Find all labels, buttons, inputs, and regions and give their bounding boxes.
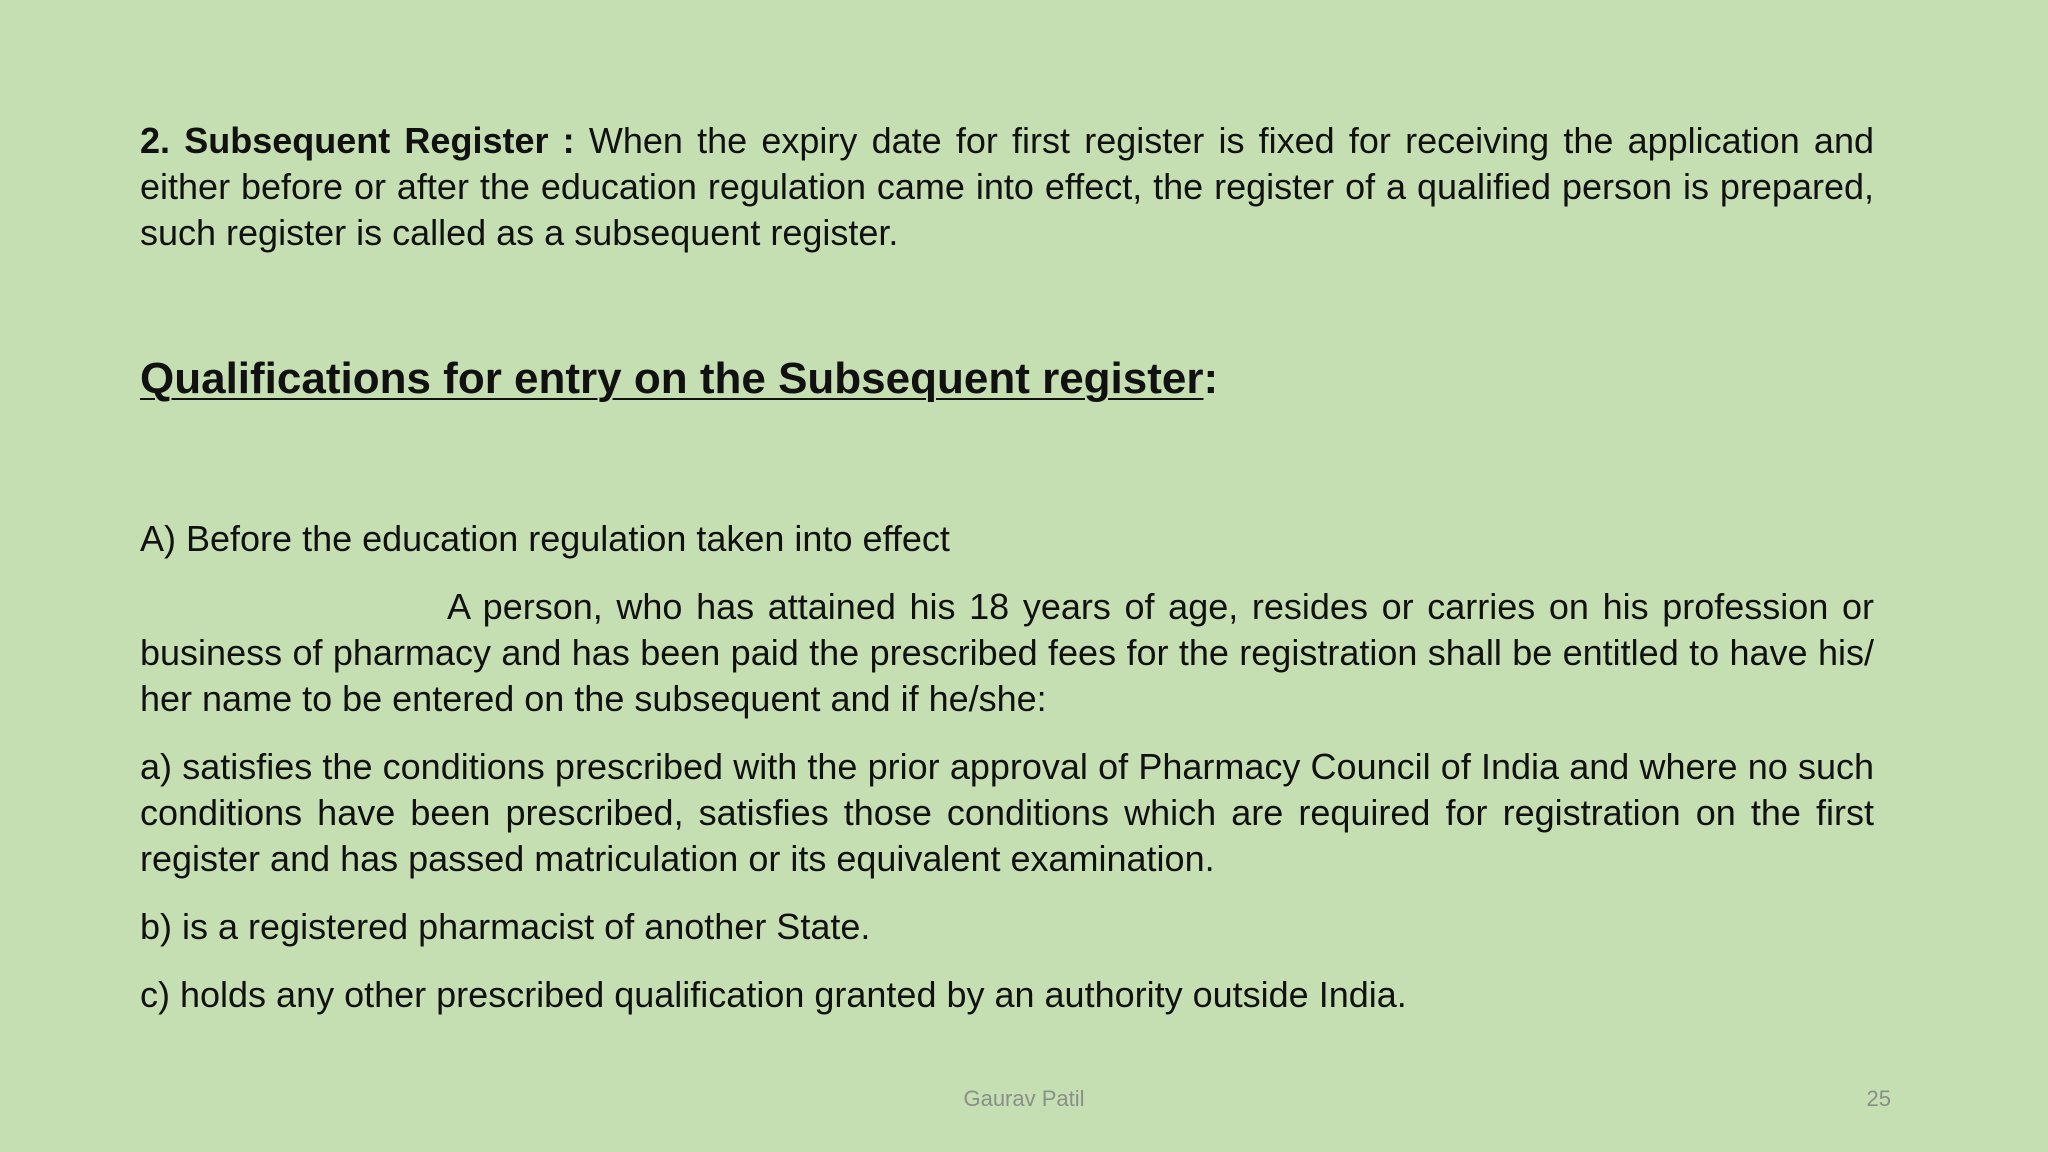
list-item-a: a) satisfies the conditions prescribed with the prior approval of Pharmacy Council of India and where no such conditions have been prescribed, satisfies those conditions which are required for registration on the first register and has passed matriculation or its equivalent examination. (140, 746, 1874, 879)
page-number: 25 (1866, 1086, 1891, 1111)
intro-text: When the expiry date for first register is fixed for receiving the application and either before or after the education regulation came into effect, the register of a qualified person is prepared, such register is called as a subsequent register. (140, 120, 1874, 253)
intro-section (140, 118, 1874, 256)
heading-text: Qualifications for entry on the Subsequent register (140, 354, 1204, 403)
section-a-title: A) Before the education regulation taken into effect (140, 518, 950, 559)
section-a-paragraph: A person, who has attained his 18 years of age, resides or carries on his profession or business of pharmacy and has been paid the prescribed fees for the registration shall be entitled to have his/ her name to be entered on the subsequent and if he/she: (140, 586, 1874, 719)
intro-paragraph (140, 118, 1874, 256)
list-item-c: c) holds any other prescribed qualification granted by an authority outside India. (140, 974, 1407, 1015)
qualifications-heading (140, 352, 1218, 406)
intro-title: 2. Subsequent Register : (140, 120, 575, 161)
list-item-b: b) is a registered pharmacist of another State. (140, 906, 871, 947)
heading-suffix: : (1203, 354, 1219, 403)
footer-author: Gaurav Patil (963, 1086, 1085, 1111)
section-a (140, 516, 1874, 1040)
